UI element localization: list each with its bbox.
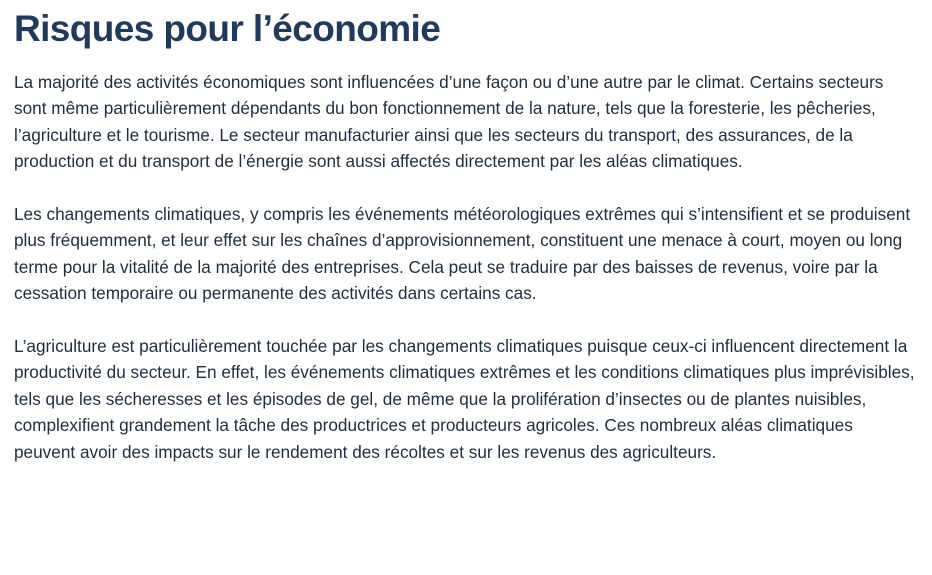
paragraph-agriculture: L’agriculture est particulièrement touchée par les changements climatiques puisque ceux-ci influencent directement la productivité du secteur. En effet, les événements climatiques extrêmes et les conditions climatiques plus imprévisibles, tels que les sécheresses et les épisodes de gel, de même que la prolifération d’insectes ou de plantes nuisibles, complexifient grandement la tâche des productrices et producteurs agricoles. Ces nombreux aléas climatiques peuvent avoir des impacts sur le rendement des récoltes et sur les revenus des agriculteurs. — [14, 336, 915, 462]
paragraph-business-threat: Les changements climatiques, y compris les événements météorologiques extrêmes qui s’intensifient et se produisent plus fréquemment, et leur effet sur les chaînes d’approvisionnement, constituent une menace à court, moyen ou long terme pour la vitalité de la majorité des entreprises. Cela peut se traduire par des baisses de revenus, voire par la cessation temporaire ou permanente des activités dans certains cas. — [14, 204, 911, 304]
article-section — [14, 6, 918, 465]
paragraph-economy-climate: La majorité des activités économiques sont influencées d’une façon ou d’une autre par le climat. Certains secteurs sont même particulièrement dépendants du bon fonctionnement de la nature, tels que la foresterie, les pêcheries, l’agriculture et le tourisme. Le secteur manufacturier ainsi que les secteurs du transport, des assurances, de la production et du transport de l’énergie sont aussi affectés directement par les aléas climatiques. — [14, 72, 884, 172]
section-heading: Risques pour l’économie — [14, 8, 441, 49]
